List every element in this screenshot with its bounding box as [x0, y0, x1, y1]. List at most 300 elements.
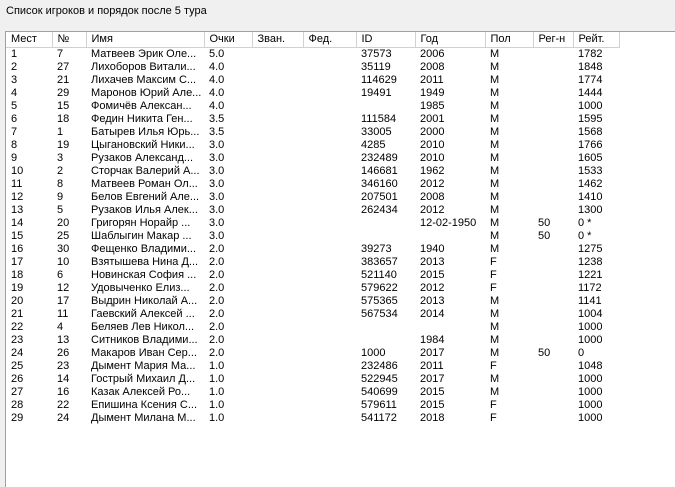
table-row[interactable] [6, 386, 619, 399]
cell-year: 2011 [420, 74, 444, 86]
table-row[interactable] [6, 48, 619, 62]
cell-sex: M [490, 230, 500, 242]
cell-rating: 0 [578, 347, 585, 359]
cell-year: 2017 [420, 347, 445, 359]
cell-fed [303, 139, 356, 152]
cell-region [533, 386, 573, 399]
cell-name: Дымент Мария Ма... [91, 360, 196, 372]
cell-name: Лихоборов Витали... [91, 61, 196, 73]
cell-year: 2001 [420, 113, 445, 125]
cell-title [252, 360, 303, 373]
cell-sex: F [490, 269, 497, 281]
cell-points: 2.0 [209, 269, 225, 281]
cell-fed [303, 204, 356, 217]
cell-points: 1.0 [209, 373, 225, 385]
cell-rating: 0 * [578, 230, 592, 242]
cell-place: 15 [11, 230, 24, 242]
cell-num: 9 [57, 191, 64, 203]
column-header-rating[interactable]: Рейт. [573, 32, 619, 48]
cell-rating: 1141 [578, 295, 602, 307]
cell-points: 1.0 [209, 386, 225, 398]
cell-num: 8 [57, 178, 64, 190]
cell-region [533, 308, 573, 321]
cell-fed [303, 74, 356, 87]
cell-name: Выдрин Николай А... [91, 295, 198, 307]
cell-region [533, 412, 573, 425]
cell-name: Казак Алексей Ро... [91, 386, 191, 398]
cell-id: 232486 [361, 360, 398, 372]
cell-num: 30 [57, 243, 70, 255]
cell-sex: M [490, 217, 500, 229]
cell-name: Белов Евгений Але... [91, 191, 200, 203]
cell-year: 2010 [420, 152, 445, 164]
cell-fed [303, 61, 356, 74]
cell-fed [303, 282, 356, 295]
cell-name: Сторчак Валерий А... [91, 165, 200, 177]
cell-place: 2 [11, 61, 18, 73]
cell-region [533, 321, 573, 334]
cell-name: Батырев Илья Юрь... [91, 126, 200, 138]
cell-place: 7 [11, 126, 18, 138]
cell-title [252, 61, 303, 74]
table-row[interactable] [6, 217, 619, 230]
cell-title [252, 295, 303, 308]
cell-name: Удовыченко Елиз... [91, 282, 190, 294]
cell-region [533, 295, 573, 308]
cell-title [252, 126, 303, 139]
cell-name: Гострый Михаил Д... [91, 373, 196, 385]
cell-fed [303, 48, 356, 62]
cell-points: 3.5 [209, 113, 225, 125]
cell-place: 4 [11, 87, 18, 99]
column-header-id[interactable]: ID [356, 32, 415, 48]
cell-sex: F [490, 256, 497, 268]
cell-num: 13 [57, 334, 70, 346]
cell-fed [303, 191, 356, 204]
cell-fed [303, 334, 356, 347]
cell-sex: M [490, 386, 500, 398]
cell-place: 29 [11, 412, 24, 424]
cell-name: Фомичёв Алексан... [91, 100, 192, 112]
cell-rating: 1238 [578, 256, 603, 268]
cell-rating: 1444 [578, 87, 603, 99]
cell-name: Беляев Лев Никол... [91, 321, 195, 333]
cell-points: 2.0 [209, 295, 225, 307]
cell-year: 2015 [420, 386, 445, 398]
cell-id: 146681 [361, 165, 398, 177]
cell-title [252, 321, 303, 334]
cell-points: 1.0 [209, 412, 225, 424]
cell-region [533, 334, 573, 347]
cell-points: 3.0 [209, 178, 225, 190]
cell-fed [303, 295, 356, 308]
cell-points: 3.0 [209, 165, 225, 177]
cell-num: 15 [57, 100, 70, 112]
cell-sex: M [490, 308, 500, 320]
cell-sex: M [490, 334, 500, 346]
cell-title [252, 48, 303, 62]
players-grid[interactable] [5, 31, 675, 487]
cell-fed [303, 321, 356, 334]
table-row[interactable] [6, 399, 619, 412]
cell-id [356, 230, 415, 243]
cell-points: 2.0 [209, 282, 225, 294]
cell-id: 262434 [361, 204, 398, 216]
cell-year: 2017 [420, 373, 445, 385]
cell-id: 346160 [361, 178, 398, 190]
cell-points: 4.0 [209, 61, 225, 73]
cell-num: 3 [57, 152, 64, 164]
cell-title [252, 256, 303, 269]
column-header-year[interactable]: Год [415, 32, 485, 48]
cell-fed [303, 360, 356, 373]
column-header-name[interactable]: Имя [86, 32, 204, 48]
cell-region [533, 282, 573, 295]
cell-region [533, 113, 573, 126]
cell-title [252, 165, 303, 178]
table-row[interactable] [6, 412, 619, 425]
cell-fed [303, 386, 356, 399]
cell-place: 27 [11, 386, 24, 398]
cell-region [533, 191, 573, 204]
cell-num: 18 [57, 113, 70, 125]
table-row[interactable] [6, 269, 619, 282]
cell-fed [303, 165, 356, 178]
cell-id: 19491 [361, 87, 392, 99]
cell-sex: M [490, 191, 500, 203]
column-header-title[interactable]: Зван. [252, 32, 303, 48]
cell-points: 3.0 [209, 204, 225, 216]
table-row[interactable] [6, 139, 619, 152]
cell-title [252, 399, 303, 412]
cell-year: 2006 [420, 48, 445, 60]
cell-num: 23 [57, 360, 70, 372]
cell-name: Новинская София ... [91, 269, 197, 281]
cell-year: 2014 [420, 308, 445, 320]
cell-year: 2008 [420, 61, 445, 73]
cell-points: 2.0 [209, 334, 225, 346]
cell-points: 2.0 [209, 321, 225, 333]
cell-name: Матвеев Роман Ол... [91, 178, 198, 190]
cell-rating: 1172 [578, 282, 602, 294]
cell-year: 12-02-1950 [420, 217, 477, 229]
cell-points: 1.0 [209, 399, 225, 411]
table-row[interactable] [6, 243, 619, 256]
cell-place: 23 [11, 334, 24, 346]
cell-year: 1949 [420, 87, 445, 99]
cell-rating: 1000 [578, 321, 603, 333]
cell-region [533, 243, 573, 256]
table-row[interactable] [6, 360, 619, 373]
table-row[interactable] [6, 373, 619, 386]
table-row[interactable] [6, 347, 619, 360]
column-header-points[interactable]: Очки [204, 32, 252, 48]
cell-year: 2015 [420, 399, 445, 411]
cell-title [252, 308, 303, 321]
cell-place: 24 [11, 347, 24, 359]
cell-place: 21 [11, 308, 24, 320]
cell-sex: M [490, 126, 500, 138]
cell-title [252, 243, 303, 256]
cell-points: 3.0 [209, 217, 225, 229]
cell-year: 1985 [420, 100, 445, 112]
cell-id: 4285 [361, 139, 386, 151]
column-header-sex[interactable]: Пол [485, 32, 533, 48]
cell-num: 6 [57, 269, 64, 281]
cell-region [533, 61, 573, 74]
cell-num: 11 [57, 308, 69, 320]
cell-points: 1.0 [209, 360, 225, 372]
cell-points: 3.0 [209, 152, 225, 164]
cell-place: 6 [11, 113, 18, 125]
cell-id [356, 321, 415, 334]
cell-id: 111584 [361, 113, 397, 125]
cell-id: 207501 [361, 191, 398, 203]
cell-points: 2.0 [209, 347, 225, 359]
cell-id: 37573 [361, 48, 392, 60]
cell-place: 1 [11, 48, 18, 60]
cell-rating: 1000 [578, 412, 603, 424]
cell-place: 20 [11, 295, 24, 307]
cell-title [252, 217, 303, 230]
table-row[interactable] [6, 113, 619, 126]
cell-num: 26 [57, 347, 70, 359]
cell-rating: 1000 [578, 334, 603, 346]
cell-title [252, 282, 303, 295]
cell-place: 12 [11, 191, 24, 203]
cell-place: 9 [11, 152, 18, 164]
table-row[interactable] [6, 87, 619, 100]
cell-rating: 1048 [578, 360, 603, 372]
cell-rating: 1605 [578, 152, 603, 164]
cell-region [533, 139, 573, 152]
cell-num: 1 [57, 126, 64, 138]
cell-fed [303, 178, 356, 191]
cell-sex: M [490, 74, 500, 86]
cell-fed [303, 412, 356, 425]
table-row[interactable] [6, 295, 619, 308]
cell-rating: 1000 [578, 100, 603, 112]
cell-id [356, 217, 415, 230]
cell-id: 521140 [361, 269, 397, 281]
table-row[interactable] [6, 204, 619, 217]
cell-points: 3.0 [209, 191, 225, 203]
cell-num: 14 [57, 373, 70, 385]
cell-num: 22 [57, 399, 70, 411]
cell-num: 24 [57, 412, 70, 424]
cell-year: 2012 [420, 178, 445, 190]
cell-sex: F [490, 360, 497, 372]
cell-fed [303, 126, 356, 139]
cell-sex: F [490, 282, 497, 294]
cell-num: 10 [57, 256, 70, 268]
cell-num: 2 [57, 165, 64, 177]
table-row[interactable] [6, 334, 619, 347]
cell-rating: 1533 [578, 165, 603, 177]
cell-sex: M [490, 48, 500, 60]
cell-name: Епишина Ксения С... [91, 399, 198, 411]
cell-place: 5 [11, 100, 18, 112]
cell-id: 39273 [361, 243, 392, 255]
cell-year: 2010 [420, 139, 445, 151]
cell-points: 3.0 [209, 139, 225, 151]
table-row[interactable] [6, 230, 619, 243]
cell-year: 2000 [420, 126, 445, 138]
cell-fed [303, 308, 356, 321]
table-row[interactable] [6, 126, 619, 139]
table-row[interactable] [6, 256, 619, 269]
cell-place: 22 [11, 321, 24, 333]
cell-region: 50 [538, 347, 551, 359]
cell-rating: 1848 [578, 61, 603, 73]
cell-year: 1940 [420, 243, 445, 255]
cell-rating: 1462 [578, 178, 603, 190]
cell-id: 541172 [361, 412, 397, 424]
cell-name: Маронов Юрий Але... [91, 87, 202, 99]
cell-name: Дымент Милана М... [91, 412, 196, 424]
cell-rating: 1782 [578, 48, 603, 60]
cell-points: 5.0 [209, 48, 225, 60]
cell-id [356, 334, 415, 347]
cell-place: 28 [11, 399, 24, 411]
cell-region: 50 [538, 230, 551, 242]
table-row[interactable] [6, 191, 619, 204]
cell-year: 2008 [420, 191, 445, 203]
cell-num: 20 [57, 217, 70, 229]
cell-points: 2.0 [209, 243, 225, 255]
cell-sex: M [490, 113, 500, 125]
cell-title [252, 100, 303, 113]
cell-id: 579611 [361, 399, 397, 411]
cell-name: Рузаков Илья Алек... [91, 204, 198, 216]
cell-id: 114629 [361, 74, 397, 86]
cell-region [533, 152, 573, 165]
cell-points: 4.0 [209, 100, 225, 112]
cell-place: 26 [11, 373, 24, 385]
window-title: Список игроков и порядок после 5 тура [6, 5, 207, 17]
cell-title [252, 152, 303, 165]
table-row[interactable] [6, 152, 619, 165]
cell-name: Взятышева Нина Д... [91, 256, 199, 268]
cell-rating: 1221 [578, 269, 603, 281]
cell-id: 232489 [361, 152, 398, 164]
cell-id: 540699 [361, 386, 398, 398]
table-row[interactable] [6, 100, 619, 113]
cell-sex: F [490, 412, 497, 424]
cell-fed [303, 230, 356, 243]
cell-num: 27 [57, 61, 70, 73]
cell-title [252, 113, 303, 126]
cell-name: Ситников Владими... [91, 334, 198, 346]
cell-rating: 1000 [578, 386, 603, 398]
cell-title [252, 204, 303, 217]
cell-id: 383657 [361, 256, 398, 268]
cell-rating: 0 * [578, 217, 592, 229]
cell-num: 21 [57, 74, 70, 86]
column-header-federation[interactable]: Фед. [303, 32, 356, 48]
cell-sex: M [490, 321, 500, 333]
cell-region [533, 256, 573, 269]
cell-rating: 1766 [578, 139, 603, 151]
table-row[interactable] [6, 321, 619, 334]
cell-year: 2012 [420, 282, 445, 294]
cell-sex: M [490, 100, 500, 112]
cell-rating: 1410 [578, 191, 603, 203]
cell-points: 3.0 [209, 230, 225, 242]
cell-num: 16 [57, 386, 70, 398]
cell-sex: M [490, 87, 500, 99]
cell-title [252, 139, 303, 152]
cell-region [533, 48, 573, 62]
cell-points: 3.5 [209, 126, 225, 138]
cell-sex: M [490, 165, 500, 177]
players-table [6, 32, 620, 425]
cell-rating: 1568 [578, 126, 603, 138]
cell-name: Матвеев Эрик Оле... [91, 48, 197, 60]
table-row[interactable] [6, 61, 619, 74]
cell-region [533, 126, 573, 139]
table-row[interactable] [6, 178, 619, 191]
column-header-region[interactable]: Рег-н [533, 32, 573, 48]
table-row[interactable] [6, 282, 619, 295]
cell-title [252, 373, 303, 386]
table-row[interactable] [6, 74, 619, 87]
column-header-number[interactable]: № [52, 32, 86, 48]
cell-year: 2013 [420, 295, 445, 307]
cell-points: 4.0 [209, 74, 225, 86]
cell-title [252, 334, 303, 347]
cell-name: Лихачев Максим С... [91, 74, 197, 86]
cell-year: 2011 [420, 360, 444, 372]
cell-fed [303, 399, 356, 412]
cell-id: 522945 [361, 373, 398, 385]
cell-title [252, 269, 303, 282]
cell-id: 575365 [361, 295, 398, 307]
cell-sex: F [490, 399, 497, 411]
cell-region: 50 [538, 217, 551, 229]
cell-sex: M [490, 61, 500, 73]
cell-region [533, 360, 573, 373]
cell-fed [303, 217, 356, 230]
cell-year: 2018 [420, 412, 445, 424]
cell-region [533, 373, 573, 386]
cell-name: Макаров Иван Сер... [91, 347, 197, 359]
cell-place: 25 [11, 360, 24, 372]
cell-rating: 1000 [578, 399, 603, 411]
cell-sex: M [490, 347, 500, 359]
cell-num: 4 [57, 321, 64, 333]
cell-place: 10 [11, 165, 24, 177]
cell-title [252, 386, 303, 399]
cell-sex: M [490, 178, 500, 190]
column-header-place[interactable]: Мест [6, 32, 52, 48]
cell-id: 35119 [361, 61, 391, 73]
cell-num: 29 [57, 87, 70, 99]
table-body [6, 48, 619, 426]
cell-place: 11 [11, 178, 23, 190]
cell-title [252, 74, 303, 87]
cell-name: Фещенко Владими... [91, 243, 197, 255]
cell-id: 1000 [361, 347, 386, 359]
cell-region [533, 178, 573, 191]
cell-fed [303, 113, 356, 126]
table-row[interactable] [6, 308, 619, 321]
cell-region [533, 269, 573, 282]
cell-fed [303, 373, 356, 386]
cell-title [252, 191, 303, 204]
table-row[interactable] [6, 165, 619, 178]
cell-rating: 1595 [578, 113, 603, 125]
